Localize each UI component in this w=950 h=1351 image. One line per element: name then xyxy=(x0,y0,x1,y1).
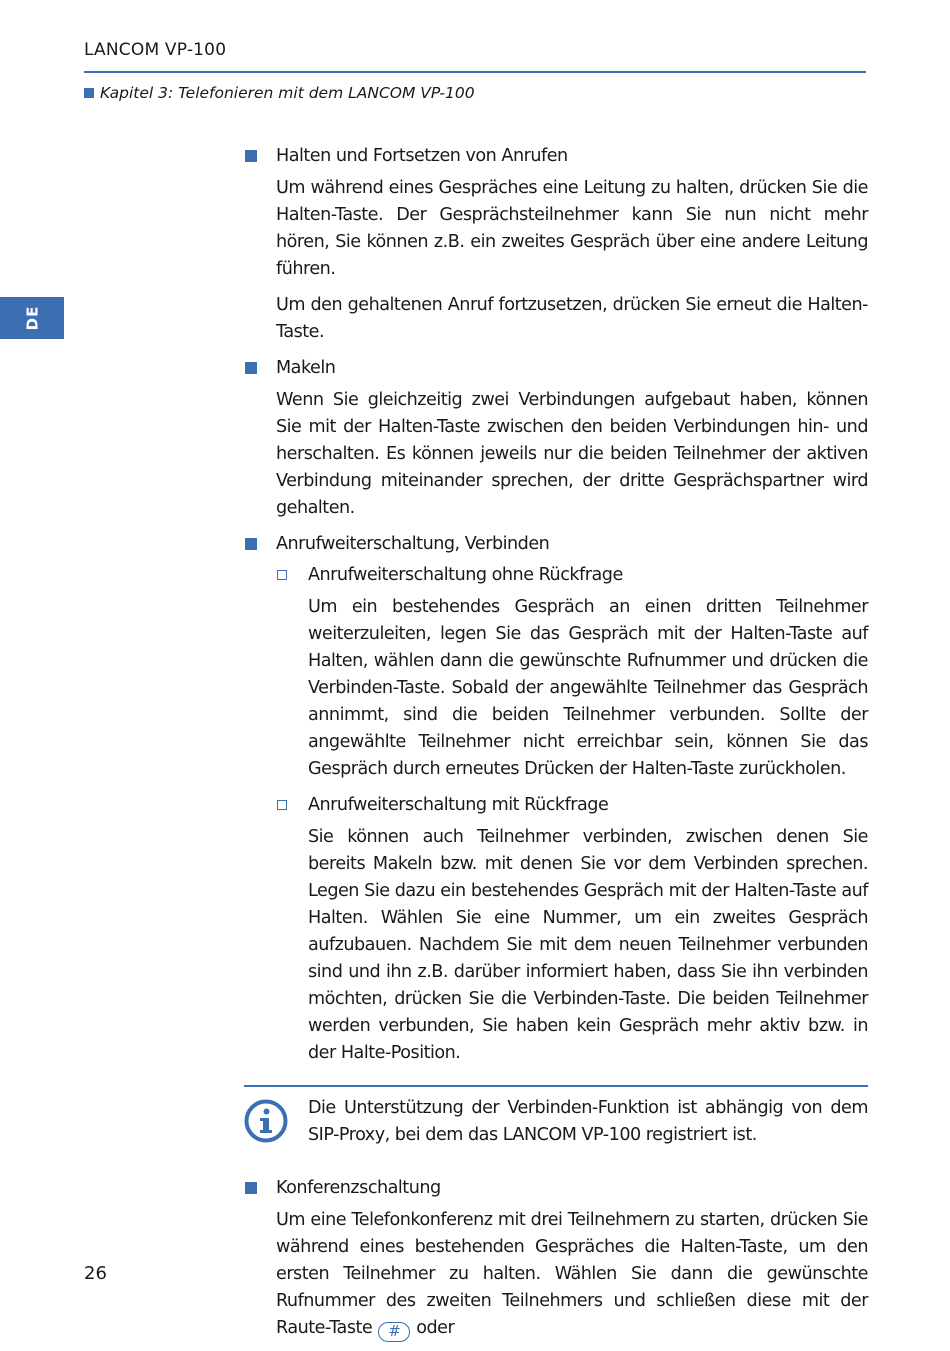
paragraph: Um ein bestehendes Gespräch an einen dritten Teilnehmer weiterzuleiten, legen Sie das Gespräch mit der Halten-Taste auf Halten, wählen dann die gewünschte Rufnummer und drücken die Verbinden-Taste. Sobald der angewählte Teilnehmer das Gespräch annimmt, sind die beiden Teilnehmer verbunden. Sollte der angewählte Teilnehmer nicht erreichbar sein, können Sie das Gespräch durch erneutes Drücken der Halten-Taste zurückholen. xyxy=(308,597,868,779)
info-icon xyxy=(244,1099,288,1143)
header-rule xyxy=(84,71,866,73)
paragraph-text-end: oder xyxy=(416,1318,455,1338)
section-makeln xyxy=(244,355,868,522)
section-title: Makeln xyxy=(276,358,336,378)
section-anrufweiterschaltung xyxy=(244,531,868,1067)
hollow-square-bullet-icon xyxy=(277,800,287,810)
subsection-title: Anrufweiterschaltung ohne Rückfrage xyxy=(308,565,623,585)
paragraph xyxy=(276,1207,868,1342)
section-title: Anrufweiterschaltung, Verbinden xyxy=(276,534,550,554)
section-title: Konferenzschaltung xyxy=(276,1178,441,1198)
section-konferenzschaltung xyxy=(244,1175,868,1342)
square-bullet-icon xyxy=(245,362,257,374)
paragraph: Sie können auch Teilnehmer verbinden, zwischen denen Sie bereits Makeln bzw. mit denen Sie vor dem Verbinden sprechen. Legen Sie dazu ein bestehendes Gespräch mit der Halten-Taste auf Halten. Wählen Sie eine Nummer, um ein zweites Gespräch aufzubauen. Nachdem Sie mit dem neuen Teilnehmer verbunden sind und ihn z.B. darüber informiert haben, dass Sie ihn verbinden möchten, drücken Sie die Verbinden-Taste. Die beiden Teilnehmer werden verbunden, Sie haben kein Gespräch mehr aktiv bzw. in der Halte-Position. xyxy=(308,827,868,1063)
chapter-square-icon xyxy=(84,88,94,98)
subsection-mit-rueckfrage xyxy=(276,792,868,1067)
paragraph-text: Um eine Telefonkonferenz mit drei Teilnehmern zu starten, drücken Sie während eines bestehenden Gespräches die Halten-Taste, um den ersten Teilnehmer zu halten. Wählen Sie dann die gewünschte Rufnummer des zweiten Teilnehmers und schließen diese mit der Raute-Taste xyxy=(276,1210,868,1338)
square-bullet-icon xyxy=(245,150,257,162)
note-text: Die Unterstützung der Verbinden-Funktion ist abhängig von dem SIP-Proxy, bei dem das LANCOM VP-100 registriert ist. xyxy=(308,1098,868,1145)
page-number: 26 xyxy=(84,1263,107,1284)
square-bullet-icon xyxy=(245,1182,257,1194)
section-halten xyxy=(244,143,868,346)
hollow-square-bullet-icon xyxy=(277,570,287,580)
square-bullet-icon xyxy=(245,538,257,550)
subsection-ohne-rueckfrage xyxy=(276,562,868,783)
paragraph: Um während eines Gespräches eine Leitung zu halten, drücken Sie die Halten-Taste. Der Gesprächsteilnehmer kann Sie nun nicht mehr hören, Sie können z.B. ein zweites Gespräch über eine andere Leitung führen. xyxy=(276,178,868,279)
chapter-title: Kapitel 3: Telefonieren mit dem LANCOM VP-100 xyxy=(100,84,475,102)
paragraph: Um den gehaltenen Anruf fortzusetzen, drücken Sie erneut die Halten-Taste. xyxy=(276,295,868,342)
language-tab-label: DE xyxy=(22,305,41,331)
section-title: Halten und Fortsetzen von Anrufen xyxy=(276,146,568,166)
running-header-brand: LANCOM VP-100 xyxy=(84,40,227,60)
subsection-title: Anrufweiterschaltung mit Rückfrage xyxy=(308,795,609,815)
info-note xyxy=(244,1085,868,1153)
language-tab xyxy=(0,297,64,339)
paragraph: Wenn Sie gleichzeitig zwei Verbindungen aufgebaut haben, können Sie mit der Halten-Taste zwischen den beiden Verbindungen hin- und herschalten. Es können jeweils nur die beiden Teilnehmer der aktiven Verbindung miteinander sprechen, der dritte Gesprächspartner wird gehalten. xyxy=(276,390,868,518)
page-content xyxy=(244,143,868,1342)
hash-key-icon: # xyxy=(378,1322,410,1342)
chapter-header xyxy=(84,84,475,102)
